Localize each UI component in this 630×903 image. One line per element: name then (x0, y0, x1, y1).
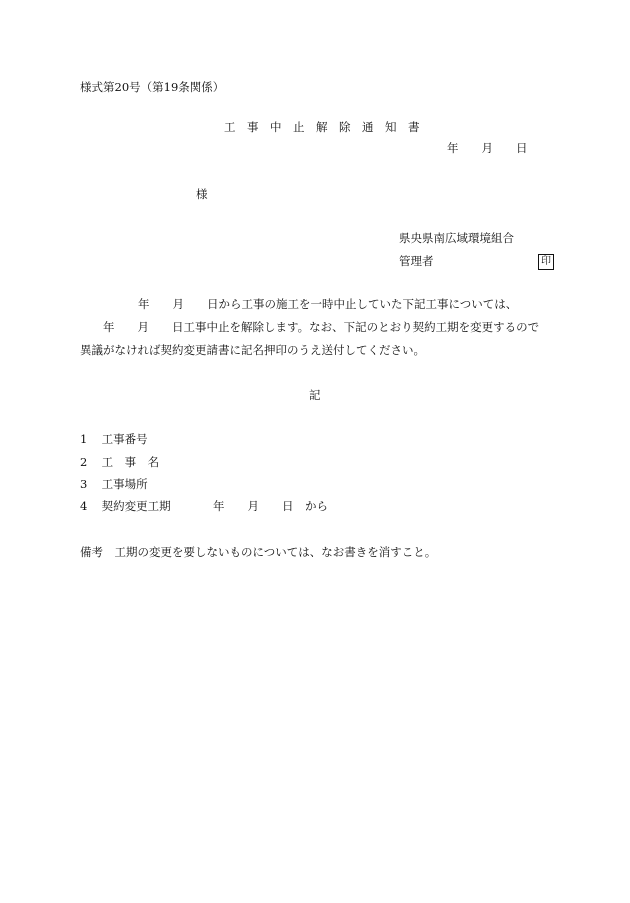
issuer-organization: 県央県南広域環境組合 (399, 231, 514, 245)
addressee-honorific: 様 (196, 187, 208, 201)
item-number: 3 (80, 477, 88, 491)
list-item (80, 501, 171, 513)
item-label: 工 事 名 (101, 455, 160, 469)
item-number: 4 (80, 499, 88, 513)
body-line-2: 年 月 日工事中止を解除します。なお、下記のとおり契約工期を変更するので (103, 320, 540, 334)
item-label: 契約変更工期 (101, 499, 171, 513)
item-label: 工事番号 (101, 432, 148, 446)
seal-mark: 印 (538, 254, 554, 270)
document-title: 工 事 中 止 解 除 通 知 書 (224, 120, 420, 134)
item-label: 工事場所 (101, 477, 148, 491)
list-item (80, 479, 148, 491)
body-line-1: 年 月 日から工事の施工を一時中止していた下記工事については、 (138, 297, 518, 311)
body-line-3: 異議がなければ契約変更請書に記名押印のうえ送付してください。 (80, 343, 425, 357)
issuer-manager-label: 管理者 (399, 254, 434, 268)
form-label: 様式第20号（第19条関係） (80, 80, 225, 94)
list-item (80, 457, 159, 469)
item-number: 1 (80, 432, 88, 446)
item-number: 2 (80, 455, 88, 469)
remarks-note: 備考 工期の変更を要しないものについては、なお書きを消すこと。 (80, 545, 437, 559)
item-value: 年 月 日 から (213, 499, 328, 513)
list-item (80, 434, 148, 446)
date-line: 年 月 日 (447, 141, 528, 155)
ki-heading: 記 (309, 388, 321, 402)
